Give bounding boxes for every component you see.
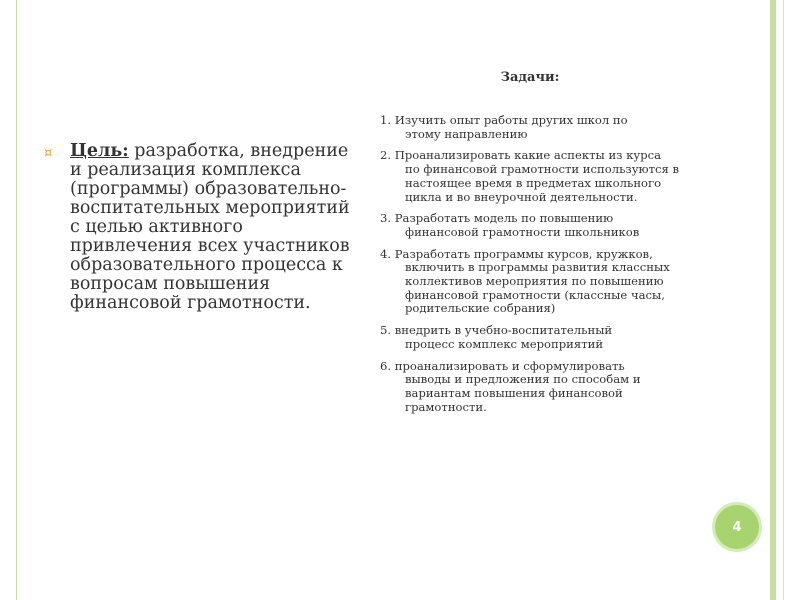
task-item	[380, 360, 695, 415]
page-number-badge: 4	[715, 505, 759, 549]
task-item	[380, 212, 695, 239]
task-text: внедрить в учебно-воспитательный	[394, 323, 613, 338]
task-number: 3.	[380, 211, 392, 226]
frame-line-right	[783, 0, 784, 600]
task-item	[380, 114, 695, 141]
task-text-continued: включить в программы развития классных коллективов мероприятия по повышению финансовой грамотности (классные часы, родительские собрания)	[405, 260, 670, 316]
task-text: Разработать программы курсов, кружков,	[394, 246, 653, 261]
goal-text	[70, 142, 360, 313]
task-text-continued: финансовой грамотности школьников	[405, 224, 640, 239]
task-text: Изучить опыт работы других школ по	[394, 113, 628, 127]
tasks-list	[380, 114, 695, 422]
task-number: 5.	[380, 323, 392, 338]
task-number: 6.	[380, 358, 392, 373]
task-item	[380, 149, 695, 204]
task-number: 4.	[380, 246, 392, 261]
goal-label: Цель:	[70, 141, 129, 161]
task-text-continued: выводы и предложения по способам и вариантам повышения финансовой грамотности.	[405, 372, 641, 414]
frame-bar-right	[770, 0, 776, 600]
task-text: Разработать модель по повышению	[394, 211, 614, 226]
goal-description: разработка, внедрение и реализация комплекса (программы) образовательно-воспитательных мероприятий с целью активного привлечения всех участников образовательного процесса к вопросам повышения финансовой грамотности.	[70, 141, 350, 313]
bullet-icon: ¤	[44, 146, 53, 161]
task-text: Проанализировать какие аспекты из курса	[394, 148, 662, 163]
task-number: 1.	[380, 113, 392, 127]
task-item	[380, 324, 695, 351]
tasks-title: Задачи:	[500, 70, 560, 85]
task-item	[380, 248, 695, 317]
task-number: 2.	[380, 148, 392, 163]
frame-line-left	[16, 0, 17, 600]
task-text-continued: по финансовой грамотности используются в настоящее время в предметах школьного цикла и во внеурочной деятельности.	[405, 162, 680, 204]
task-text-continued: этому направлению	[405, 126, 528, 141]
task-text-continued: процесс комплекс мероприятий	[405, 336, 604, 351]
task-text: проанализировать и сформулировать	[394, 358, 625, 373]
